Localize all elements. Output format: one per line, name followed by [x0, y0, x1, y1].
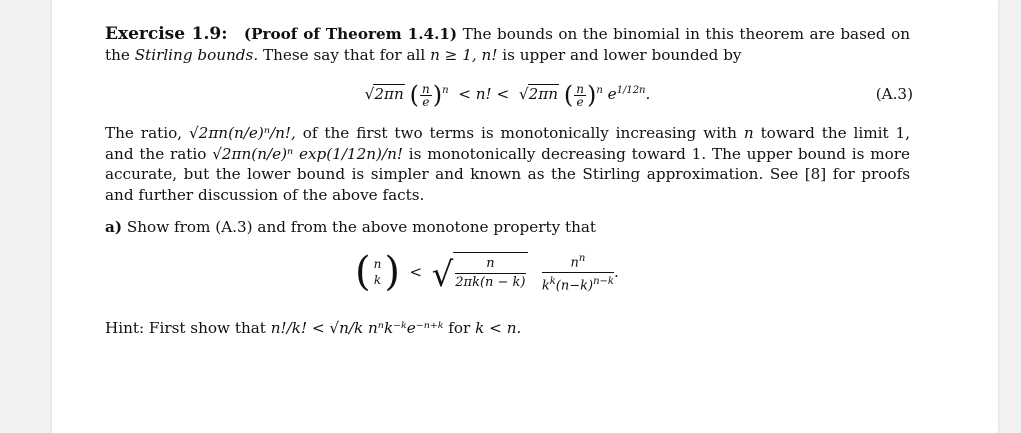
exercise-intro-paragraph — [105, 24, 910, 65]
ratio-paragraph — [105, 123, 910, 205]
exercise-heading: Exercise 1.9: — [105, 24, 228, 44]
binomial-bound-formula: ( n k ) < √ $\frac{n}{2\pi k(n - k)}$ $\frac{n^n}{k^k(n-k)^{n-k}}$ . — [355, 249, 619, 296]
ratio-expression-2: √2πn(n/e)ⁿ exp(1/12n)/n! — [212, 144, 403, 163]
ratio-text-1d: toward the limit 1, — [760, 124, 911, 142]
hint-text-2: for — [448, 318, 471, 337]
ratio-variable-n: n — [743, 124, 754, 142]
hint-text-1: Hint: First show that — [105, 318, 266, 337]
hint-expression: n!/k! < √n/k nⁿk⁻ᵏe⁻ⁿ⁺ᵏ — [270, 318, 444, 337]
stirling-term: Stirling bounds. — [134, 45, 259, 64]
stirling-bounds-formula: √2πn ( $\frac{n}{e}$ )$^n$ < n! < √2πn ( $\frac{n}{e}$ )$^n$ $e^{1/12n}$. — [364, 81, 651, 109]
hint-condition: k < n. — [475, 318, 522, 337]
equation-label: (A.3) — [875, 85, 913, 103]
intro-condition: n ≥ 1, n! — [430, 45, 498, 64]
part-a-paragraph — [105, 217, 910, 238]
intro-text-3: is upper and lower bounded by — [502, 45, 742, 64]
ratio-text-1a: The ratio, — [105, 124, 183, 142]
exercise-content — [105, 24, 913, 338]
intro-text-2: These say that for all — [262, 45, 426, 64]
ratio-expression-1: √2πn(n/e)ⁿ/n!, — [188, 124, 296, 142]
document-page — [52, 0, 998, 433]
ratio-text-2b: is monotonically decreasing toward 1. The upper bound is more accurate, but the lower bound is simpler and known as the Stirling approximation. See [8] for proofs and further discussion of the above facts. — [105, 144, 911, 204]
hint-paragraph — [105, 318, 910, 339]
intro-text-1: The bounds on the binomial in this theorem are based on the — [105, 25, 910, 64]
part-a-label: a) — [105, 218, 123, 236]
binomial-bound-equation — [105, 250, 910, 306]
ratio-text-1b: of the first two terms is monotonically increasing with — [302, 124, 737, 142]
part-a-text: Show from (A.3) and from the above monotone property that — [126, 218, 597, 236]
ratio-text-2a: and the ratio — [105, 144, 207, 163]
stirling-bounds-equation — [105, 77, 913, 113]
exercise-subheading: (Proof of Theorem 1.4.1) — [243, 25, 458, 43]
